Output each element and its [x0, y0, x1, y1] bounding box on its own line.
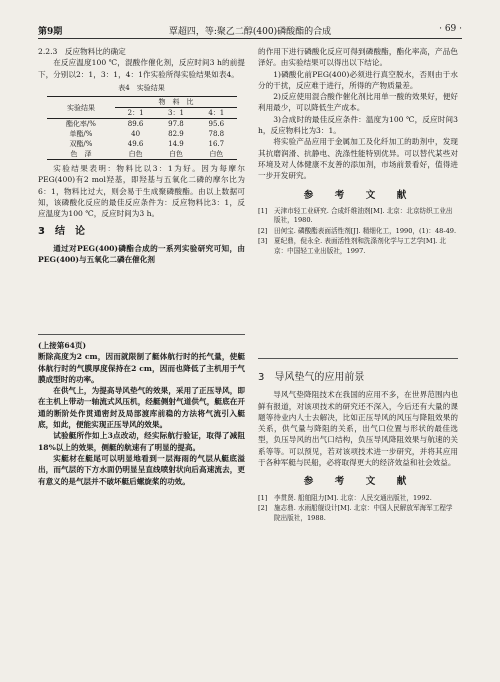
- paragraph: 1)磷酸化前PEG(400)必须进行真空脱水，否则由于水分的干扰，反应难于进行，所得的产物质量差。: [258, 69, 458, 90]
- table-cell: 14.9: [168, 140, 184, 149]
- reference-text: 施志鼎. 水雨船舰设计[M]. 北京：中国人民解放军海军工程学院出版社，1988.: [274, 504, 453, 522]
- section-heading: [258, 372, 458, 383]
- table-cell: 40: [131, 130, 141, 139]
- table-cell: 82.9: [168, 130, 184, 139]
- reference-item: [258, 237, 458, 256]
- table-row-label: 色 泽: [47, 149, 116, 160]
- page-number: · 69 ·: [439, 24, 462, 34]
- paragraph: 试验艇所作如上3点改动，经实际航行验证，取得了减阻18%以上的效果，侧艇的航速有了明显的提高。: [38, 431, 245, 452]
- paragraph: 3)合成时的最佳反应条件：温度为100 ℃，反应时间3 h，反应物料比为3：1。: [258, 114, 458, 136]
- table-cell: 白色: [196, 149, 236, 160]
- reference-item: [258, 207, 458, 226]
- table-row: [47, 129, 237, 139]
- table-cell: 97.8: [168, 120, 184, 129]
- paragraph: 的作用下进行磷酸化反应可得到磷酸酯，酯化率高，产品色泽好。由实验结果可以得出以下结论。: [258, 47, 458, 68]
- section-number: 3: [38, 225, 45, 237]
- paragraph: 2)反应使用混合酸作催化剂比用单一酸的效果好，便好利用最少，可以降低生产成本。: [258, 92, 458, 113]
- paragraph: 实验结果表明：物料比以3：1为好。因为每摩尔PEG(400)有2 mol羟基，即羟基与五氧化二磷的摩尔比为6：1，物料比过大，则会易于生成聚磷酸酯。由以上数据可知，该磷酸化反应的最佳反应条件为：反应物料比3：1，反应温度为100 ℃，反应时间为3 h。: [38, 164, 245, 219]
- reference-number: [1]: [258, 206, 268, 215]
- right-column-bottom: [258, 366, 458, 524]
- section-title: 结 论: [54, 225, 85, 237]
- running-header: [38, 24, 462, 39]
- table-cell: 89.6: [127, 120, 144, 129]
- reference-item: [258, 227, 458, 237]
- paragraph: 在供气上，为提高导风垫气的效果，采用了正压导风，即在主机上带动一轴流式风压机，经艇侧射气道供气，艇底在开通的断阶处作贯通密封及局部渡库前稳的方法将气流引入艇底，如此，便能实现正压导风的效果。: [38, 386, 245, 430]
- paragraph: 在反应温度100 ℃，混酸作催化剂，反应时间3 h的前提下，分别以2：1，3：1，4：1作实验所得实验结果如表4。: [38, 58, 245, 79]
- results-table: [47, 96, 237, 160]
- table-row: [47, 149, 237, 160]
- reference-text: 天津市轻工业研究. 合成纤维油剂[M]. 北京：北京纺织工业出版社，1980.: [274, 206, 453, 225]
- paragraph: 导风气垫降阻技术在我国的应用不多，在世界范围内也鲜有报道，对该项技术的研究还不深入，今后还有大量的课题等待业内人士去解决，比如正压导风的风压与降阻效果的关系，供气量与降阻的关系，出气口位置与形状的最佳选型，负压导风的出气口结构，负压导风降阻效果与航速的关系等等。可以预见，若对该项技术进一步研究，并将其应用于各种军艇与民船，必将取得更大的经济效益和社会效益。: [258, 390, 458, 468]
- table-row: [47, 139, 237, 149]
- reference-number: [3]: [258, 237, 268, 246]
- issue-number: 第9期: [38, 27, 63, 37]
- continuation-note: (上接第64页): [38, 341, 87, 350]
- references-heading: 参 考 文 献: [303, 189, 413, 201]
- section-title: 导风垫气的应用前景: [274, 372, 365, 383]
- reference-number: [2]: [258, 226, 268, 235]
- paragraph: 通过对PEG(400)磷酯合成的一系列实验研究可知，由PEG(400)与五氧化二磷在催化剂: [38, 243, 245, 265]
- paragraph: 实艇材在艇尾可以明显地看到一层海雨的气层从艇底溢出，而气层的下方水面仍明显呈直线喷射状向后高速流去，更有意义的是气层并不破坏艇后螺旋桨的功效。: [38, 453, 245, 486]
- left-column-top: [38, 46, 245, 266]
- table-col-header: 3：1: [156, 108, 196, 119]
- left-column-bottom: [38, 340, 245, 487]
- table-cell: 16.7: [208, 140, 225, 149]
- references-heading: 参 考 文 献: [303, 476, 413, 488]
- paragraph: 断除高度为2 cm，因而就限制了艇体航行时的托气量，使艇体航行时的气膜厚度保持在2 cm，因而也降低了主机用于气膜成型时的功率。: [38, 352, 245, 384]
- subsection-heading: 2.2.3 反应物料比的确定: [38, 47, 126, 56]
- reference-number: [2]: [258, 504, 268, 513]
- table-caption: 表4 实验结果: [118, 83, 165, 92]
- table-group-header: 物 料 比: [115, 97, 236, 108]
- table-row-label: 酯化率/%: [65, 120, 96, 129]
- reference-text: 田何宝. 磷酸酯表面活性剂[J]. 精细化工，1990，(1)：48-49.: [274, 226, 457, 235]
- table-cell: 白色: [156, 149, 196, 160]
- table-row: [47, 119, 237, 130]
- table-cell: 白色: [115, 149, 155, 160]
- reference-text: 夏纪鼎，倪永全. 表面活性剂和洗涤剂化学与工艺学[M]. 北京：中国轻工业出版社，1997.: [274, 237, 446, 255]
- table-cell: 49.6: [127, 140, 144, 149]
- reference-item: [258, 494, 458, 504]
- table-cell: 95.6: [208, 120, 225, 129]
- reference-text: 李贯贤. 船舶阻力[M]. 北京：人民交通出版社，1992.: [274, 493, 432, 502]
- reference-item: [258, 504, 458, 523]
- table-cell: 78.8: [208, 130, 225, 139]
- running-title: 覃超四，等:聚乙二醇(400)磷酸酯的合成: [168, 27, 332, 37]
- table-row-label: 双酯/%: [69, 140, 93, 149]
- table-col-header: 2：1: [115, 108, 155, 119]
- column-divider: [258, 358, 458, 359]
- paragraph: 将实验产品应用于金属加工及化纤加工的助剂中，发现其抗磨润滑、抗静电、洗涤性能特别优异。可以替代某些对环境及对人体健康不友善的添加剂，市场前景看好，值得进一步开发研究。: [258, 137, 458, 181]
- section-number: 3: [258, 372, 265, 383]
- table-row-label: 单酯/%: [69, 130, 93, 139]
- reference-number: [1]: [258, 493, 268, 502]
- right-column-top: [258, 46, 458, 257]
- table-col-header: 4：1: [196, 108, 236, 119]
- column-divider: [38, 334, 245, 335]
- table-row-header: 实验结果: [47, 97, 116, 119]
- section-heading: [38, 226, 245, 237]
